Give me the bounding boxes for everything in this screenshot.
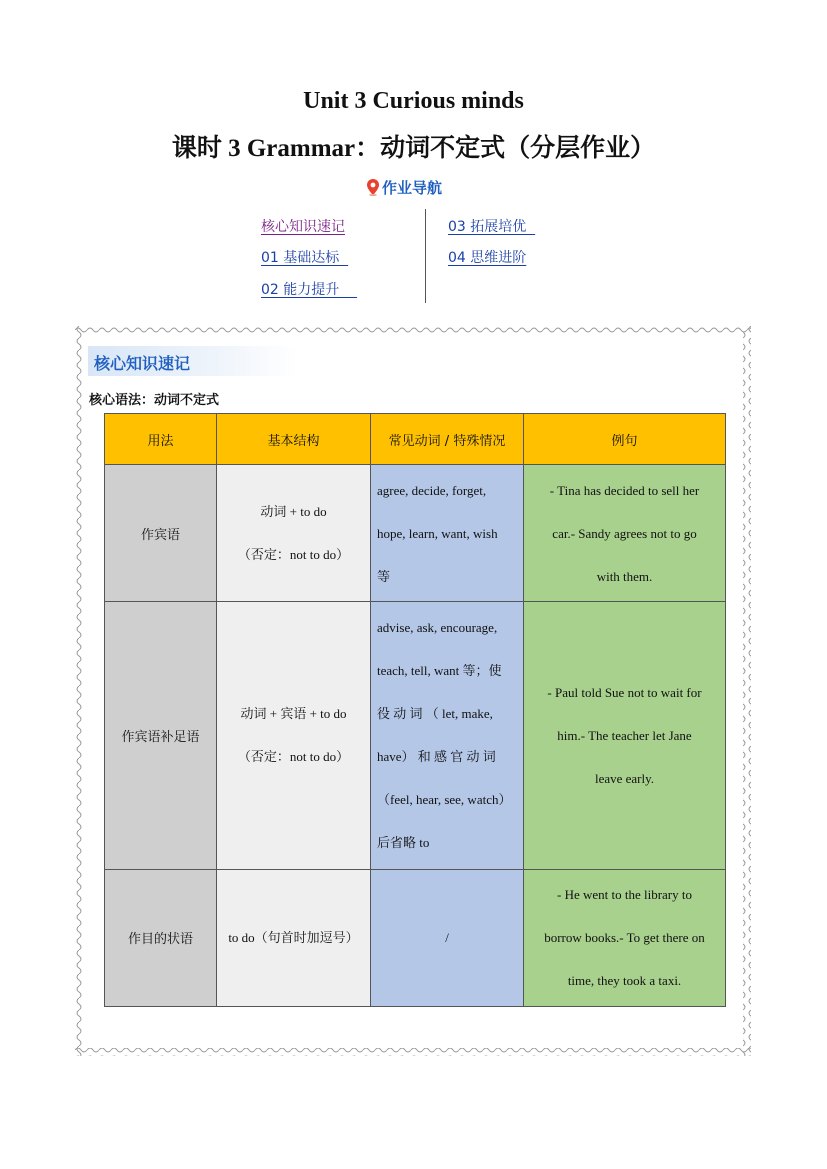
example-line: - Tina has decided to sell her (549, 482, 700, 498)
example-line: - Paul told Sue not to wait for (547, 684, 702, 700)
verbs-line: teach, tell, want 等；使 (377, 663, 502, 679)
section-heading-label: 核心知识速记 (94, 354, 191, 373)
verbs-line: have） 和 感 官 动 词 (377, 749, 496, 765)
page-title: Unit 3 Curious minds (303, 88, 524, 114)
verbs-cell (371, 602, 524, 869)
header-usage: 用法 (105, 414, 217, 465)
structure-cell (217, 602, 371, 869)
structure-cell (217, 465, 371, 602)
table-row (105, 602, 726, 869)
structure-line: （否定：not to do） (237, 749, 350, 765)
example-line: time, they took a taxi. (567, 973, 682, 989)
structure-cell (217, 869, 371, 1006)
nav-heading-label: 作业导航 (382, 178, 443, 197)
nav-link-basic[interactable]: 01 基础达标 (261, 250, 349, 266)
header-examples: 例句 (524, 414, 726, 465)
table-header-row (105, 414, 726, 465)
header-structure: 基本结构 (217, 414, 371, 465)
examples-cell (524, 869, 726, 1006)
usage-cell: 作目的状语 (105, 869, 217, 1006)
grammar-table (104, 413, 726, 1007)
verbs-line: 役 动 词 （ let, make, (377, 706, 493, 722)
usage-cell: 作宾语补足语 (105, 602, 217, 869)
example-line: with them. (596, 568, 653, 584)
verbs-line: 后省略 to (377, 835, 430, 851)
structure-line: 动词 + to do (260, 504, 327, 520)
section-heading (88, 346, 298, 376)
structure-line: to do（句首时加逗号） (228, 930, 359, 946)
verbs-cell (371, 869, 524, 1006)
nav-link-extension[interactable]: 03 拓展培优 (448, 219, 536, 235)
example-line: - He went to the library to (556, 887, 692, 903)
verbs-cell (371, 465, 524, 602)
nav-divider (425, 209, 426, 303)
example-line: leave early. (594, 770, 655, 786)
header-verbs: 常见动词 / 特殊情况 (371, 414, 524, 465)
verbs-line: hope, learn, want, wish (377, 525, 498, 541)
structure-line: 动词 + 宾语 + to do (240, 706, 347, 722)
nav-link-core-knowledge[interactable]: 核心知识速记 (261, 219, 345, 235)
nav-link-ability[interactable]: 02 能力提升 (261, 282, 358, 298)
location-pin-icon (366, 178, 380, 196)
verbs-line: / (445, 930, 449, 946)
example-line: car.- Sandy agrees not to go (552, 525, 697, 541)
nav-heading (366, 176, 442, 198)
examples-cell (524, 602, 726, 869)
table-row (105, 465, 726, 602)
example-line: borrow books.- To get there on (544, 930, 705, 946)
page-subtitle: 课时 3 Grammar：动词不定式（分层作业） (171, 135, 656, 162)
verbs-line: 等 (377, 568, 391, 584)
verbs-line: （feel, hear, see, watch） (377, 792, 512, 808)
example-line: him.- The teacher let Jane (557, 727, 692, 743)
nav-link-thinking[interactable]: 04 思维进阶 (448, 250, 527, 266)
verbs-line: advise, ask, encourage, (377, 620, 498, 636)
examples-cell (524, 465, 726, 602)
verbs-line: agree, decide, forget, (377, 482, 487, 498)
table-row (105, 869, 726, 1006)
grammar-label: 核心语法：动词不定式 (89, 393, 220, 408)
structure-line: （否定：not to do） (237, 547, 350, 563)
usage-cell: 作宾语 (105, 465, 217, 602)
